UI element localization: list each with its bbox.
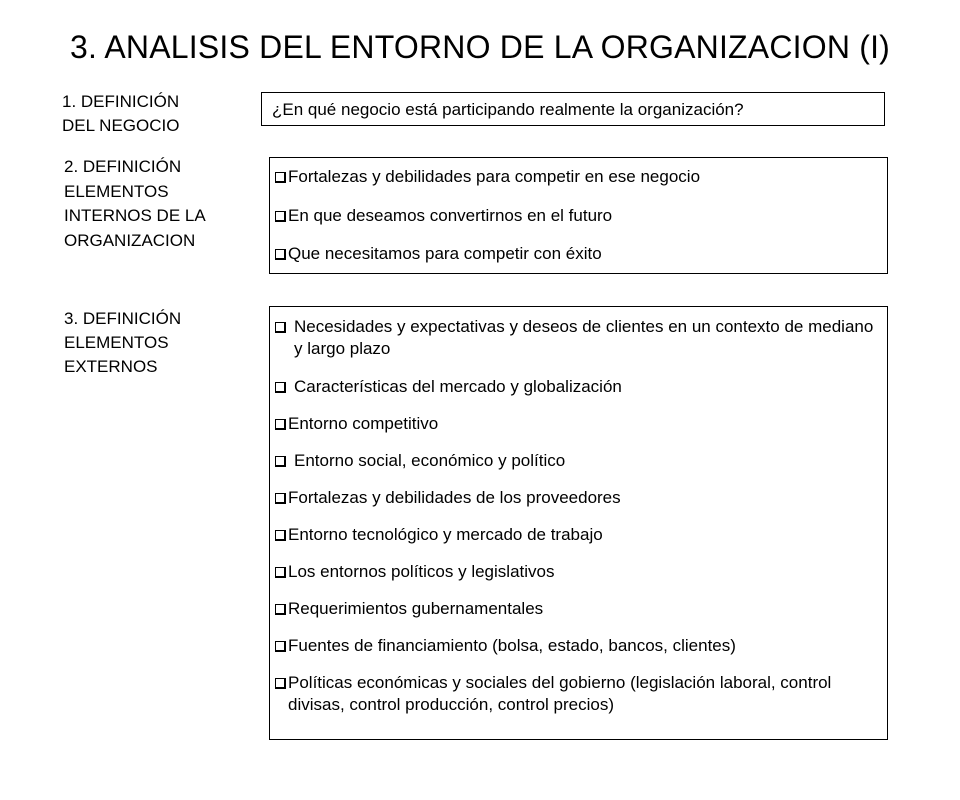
section-label-line: ELEMENTOS	[64, 333, 169, 352]
section-label-internos	[64, 155, 206, 253]
checkbox-square-icon	[275, 382, 286, 393]
list-item-text: Políticas económicas y sociales del gobierno (legislación laboral, control divisas, control producción, control precios)	[288, 673, 832, 714]
list-item-text: Fuentes de financiamiento (bolsa, estado, bancos, clientes)	[288, 636, 736, 655]
section-label-line: 2. DEFINICIÓN	[64, 157, 182, 176]
checkbox-square-icon	[275, 322, 286, 333]
checkbox-square-icon	[275, 641, 286, 652]
list-item	[275, 203, 887, 242]
section-label-negocio	[62, 90, 179, 138]
list-item-text: Entorno social, económico y político	[294, 451, 566, 470]
checkbox-square-icon	[275, 211, 286, 222]
list-item	[275, 487, 887, 509]
list-item-text: Características del mercado y globalización	[294, 377, 622, 396]
list-item-text: Requerimientos gubernamentales	[288, 599, 544, 618]
list-item	[275, 450, 887, 472]
section-label-line: INTERNOS DE LA	[64, 206, 206, 225]
section-label-line: ELEMENTOS	[64, 181, 169, 201]
list-item-text: Fortalezas y debilidades para competir en ese negocio	[288, 167, 701, 186]
list-item-text: Necesidades y expectativas y deseos de clientes en un contexto de mediano y largo plazo	[294, 317, 874, 358]
list-item	[275, 524, 887, 546]
list-item	[275, 413, 887, 435]
section-label-line: ORGANIZACION	[64, 230, 196, 250]
section-label-line: DEL NEGOCIO	[62, 116, 180, 135]
list-item-text: Fortalezas y debilidades de los proveedores	[288, 488, 621, 507]
list-item-text: Entorno competitivo	[288, 414, 439, 433]
list-item	[275, 241, 887, 280]
checkbox-square-icon	[275, 604, 286, 615]
checkbox-square-icon	[275, 249, 286, 260]
checkbox-square-icon	[275, 419, 286, 430]
list-item	[275, 635, 887, 657]
checkbox-square-icon	[275, 456, 286, 467]
list-item	[275, 164, 887, 203]
slide-title: 3. ANALISIS DEL ENTORNO DE LA ORGANIZACION (I)	[69, 29, 891, 65]
checkbox-square-icon	[275, 493, 286, 504]
question-box	[261, 92, 885, 126]
checkbox-square-icon	[275, 530, 286, 541]
list-item-text: En que deseamos convertirnos en el futuro	[288, 205, 613, 225]
checkbox-square-icon	[275, 678, 286, 689]
internal-elements-box	[269, 157, 888, 274]
checkbox-square-icon	[275, 567, 286, 578]
list-item	[275, 316, 887, 360]
section-label-externos	[64, 307, 181, 379]
section-label-line: 3. DEFINICIÓN	[64, 309, 182, 328]
list-item	[275, 376, 887, 398]
list-item-text: Los entornos políticos y legislativos	[288, 562, 555, 581]
checkbox-square-icon	[275, 172, 286, 183]
list-item	[275, 561, 887, 583]
list-item-text: Entorno tecnológico y mercado de trabajo	[288, 525, 603, 544]
external-elements-box	[269, 306, 888, 740]
question-text: ¿En qué negocio está participando realmente la organización?	[272, 100, 744, 119]
section-label-line: 1. DEFINICIÓN	[62, 92, 180, 111]
list-item-text: Que necesitamos para competir con éxito	[288, 244, 602, 263]
section-label-line: EXTERNOS	[64, 357, 158, 376]
list-item	[275, 672, 887, 716]
list-item	[275, 598, 887, 620]
